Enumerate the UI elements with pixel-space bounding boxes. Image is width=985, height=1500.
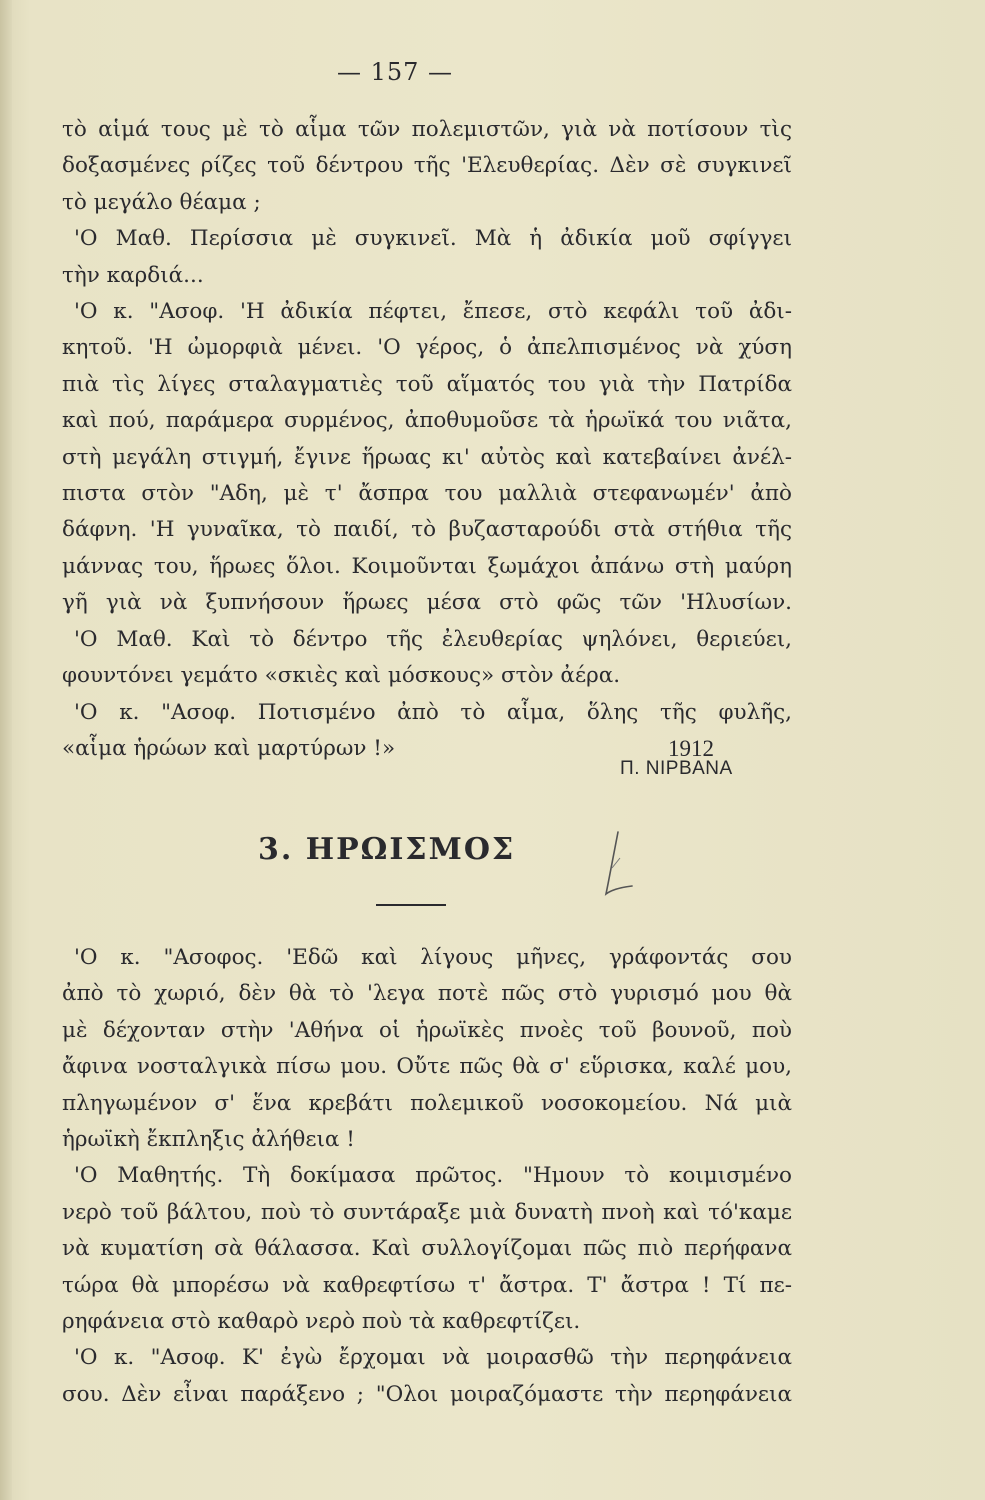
text-line: καὶ πού, παράμερα συρμένος, ἀποθυμοῦσε τὰ ἡρωϊκά του νιᾶτα, xyxy=(62,408,792,434)
text-line: πληγωμένον σ' ἕνα κρεβάτι πολεμικοῦ νοσοκομείου. Νά μιὰ xyxy=(62,1090,792,1116)
text-line: φουντόνει γεμάτο «σκιὲς καὶ μόσκους» στὸν ἀέρα. xyxy=(62,663,621,689)
text-line: νὰ κυματίση σὰ θάλασσα. Καὶ συλλογίζομαι πῶς πιὸ περήφανα xyxy=(62,1236,792,1262)
text-line: ἀπὸ τὸ χωριό, δὲν θὰ τὸ 'λεγα ποτὲ πῶς στὸ γυρισμό μου θὰ xyxy=(62,981,792,1007)
author-signature: Π. ΝΙΡΒΑΝΑ xyxy=(620,758,733,779)
dialogue-bottom xyxy=(62,940,792,1413)
text-line: δάφνη. 'Η γυναῖκα, τὸ παιδί, τὸ βυζασταρούδι στὰ στήθια τῆς xyxy=(62,517,792,543)
page-number: — 157 — xyxy=(336,58,454,86)
text-line: κητοῦ. 'Η ὠμορφιὰ μένει. 'Ο γέρος, ὁ ἀπελπισμένος νὰ χύση xyxy=(62,335,792,361)
text-line: γῆ γιὰ νὰ ξυπνήσουν ἥρωες μέσα στὸ φῶς τῶν 'Ηλυσίων. xyxy=(62,590,792,616)
text-line: μὲ δέχονταν στὴν 'Αθήνα οἱ ἡρωϊκὲς πνοὲς τοῦ βουνοῦ, ποὺ xyxy=(62,1017,792,1043)
text-line: τὸ μεγάλο θέαμα ; xyxy=(62,189,261,215)
text-line: μάννας του, ἥρωες ὅλοι. Κοιμοῦνται ξωμάχοι ἀπάνω στὴ μαύρη xyxy=(62,553,792,579)
text-line: 'Ο Μαθ. Περίσσια μὲ συγκινεῖ. Μὰ ἡ ἀδικία μοῦ σφίγγει xyxy=(74,226,792,252)
text-line: ἄφινα νοσταλγικὰ πίσω μου. Οὔτε πῶς θὰ σ' εὕρισκα, καλέ μου, xyxy=(62,1054,792,1080)
text-line: στὴ μεγάλη στιγμή, ἔγινε ἥρωας κι' αὐτὸς καὶ κατεβαίνει ἀνέλ- xyxy=(62,444,792,470)
text-line: τώρα θὰ μπορέσω νὰ καθρεφτίσω τ' ἄστρα. Τ' ἄστρα ! Τί πε- xyxy=(62,1272,792,1298)
text-line: τὴν καρδιά... xyxy=(62,262,204,288)
text-line: 'Ο κ. "Ασοφος. 'Εδῶ καὶ λίγους μῆνες, γράφοντάς σου xyxy=(74,945,792,970)
text-line: 'Ο Μαθητής. Τὴ δοκίμασα πρῶτος. "Ημουν τὸ κοιμισμένο xyxy=(74,1163,792,1189)
year: 1912 xyxy=(668,735,714,761)
text-line: σου. Δὲν εἶναι παράξενο ; "Ολοι μοιραζόμαστε τὴν περηφάνεια xyxy=(62,1381,792,1407)
text-line: πιστα στὸν "Αδη, μὲ τ' ἄσπρα του μαλλιὰ στεφανωμέν' ἀπὸ xyxy=(62,481,792,507)
page-spine-shadow xyxy=(0,0,12,1500)
text-line: πιὰ τὶς λίγες σταλαγματιὲς τοῦ αἵματός του γιὰ τὴν Πατρίδα xyxy=(62,371,792,397)
section-title: 3. ΗΡΩΙΣΜΟΣ xyxy=(258,832,516,867)
text-line: 'Ο κ. "Ασοφ. Κ' ἐγὼ ἔρχομαι νὰ μοιρασθῶ τὴν περηφάνεια xyxy=(74,1345,792,1371)
text-line: ἡρωϊκὴ ἔκπληξις ἀλήθεια ! xyxy=(62,1127,355,1153)
text-line: 'Ο κ. "Ασοφ. 'Η ἀδικία πέφτει, ἔπεσε, στὸ κεφάλι τοῦ ἀδι- xyxy=(74,299,792,325)
text-line: νερὸ τοῦ βάλτου, ποὺ τὸ συντάραξε μιὰ δυνατὴ πνοὴ καὶ τό'καμε xyxy=(62,1199,792,1225)
text-line: ρηφάνεια στὸ καθαρὸ νερὸ ποὺ τὰ καθρεφτίζει. xyxy=(62,1309,581,1335)
text-line: τὸ αἱμά τους μὲ τὸ αἷμα τῶν πολεμιστῶν, γιὰ νὰ ποτίσουν τὶς xyxy=(62,117,792,142)
text-line: 'Ο κ. "Ασοφ. Ποτισμένο ἀπὸ τὸ αἷμα, ὅλης τῆς φυλῆς, xyxy=(74,699,792,725)
text-line: 'Ο Μαθ. Καὶ τὸ δέντρο τῆς ἐλευθερίας ψηλόνει, θεριεύει, xyxy=(74,626,792,652)
pencil-mark xyxy=(590,828,640,912)
text-line: «αἷμα ἡρώων καὶ μαρτύρων !» xyxy=(62,735,396,761)
text-line: δοξασμένες ρίζες τοῦ δέντρου τῆς 'Ελευθερίας. Δὲν σὲ συγκινεῖ xyxy=(62,153,792,179)
title-underline xyxy=(376,904,446,906)
dialogue-top xyxy=(62,112,792,767)
